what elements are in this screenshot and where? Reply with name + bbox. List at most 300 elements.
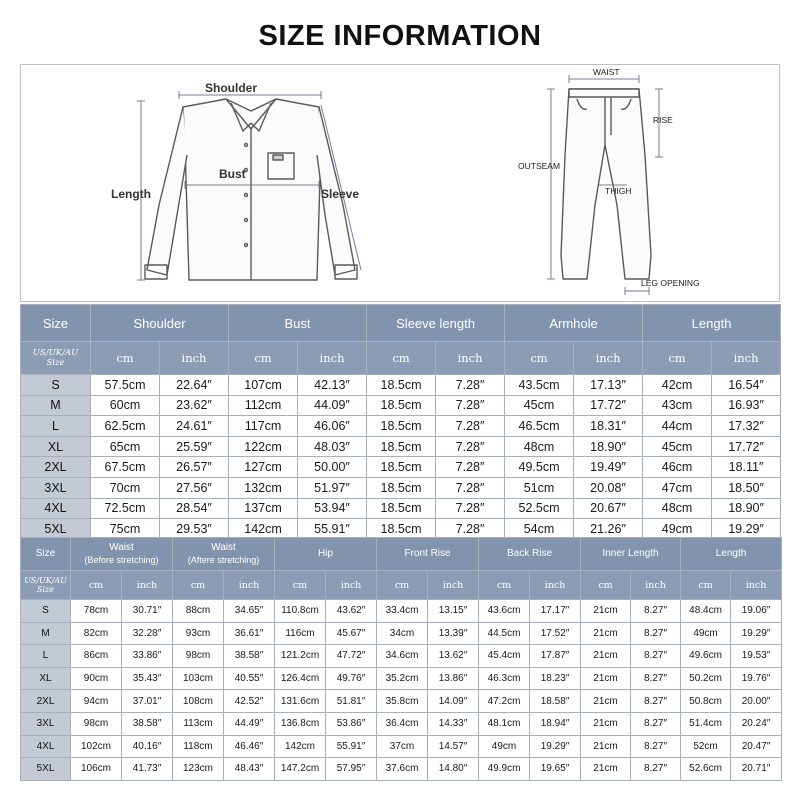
top-table-cell: 49cm bbox=[643, 519, 712, 540]
top-table-cell: 43.5cm bbox=[505, 375, 574, 396]
bottom-table-unit-inch: inch bbox=[428, 571, 479, 600]
top-table-cell: 42.13″ bbox=[298, 375, 367, 396]
bottom-table-group-header-line: Front Rise bbox=[404, 548, 451, 559]
bottom-table-cell: 49.76″ bbox=[326, 667, 377, 690]
top-table-cell: 132cm bbox=[229, 477, 298, 498]
bust-label: Bust bbox=[219, 167, 246, 181]
top-table-cell: 20.67″ bbox=[574, 498, 643, 519]
bottom-table-cell: 131.6cm bbox=[275, 690, 326, 713]
top-table-size-subheader-line: US/UK/AU bbox=[32, 348, 79, 358]
top-table-cell: 49.5cm bbox=[505, 457, 574, 478]
top-table-cell: 17.72″ bbox=[712, 436, 781, 457]
bottom-table-cell: 33.86″ bbox=[122, 645, 173, 668]
bottom-table-cell: 123cm bbox=[173, 758, 224, 781]
top-table-cell: 24.61″ bbox=[160, 416, 229, 437]
top-table-cell: 18.5cm bbox=[367, 395, 436, 416]
bottom-table-cell: 49cm bbox=[681, 622, 731, 645]
bottom-table-unit-cm: cm bbox=[173, 571, 224, 600]
bottom-table-cell: 19.29″ bbox=[530, 735, 581, 758]
top-table-row-size: XL bbox=[21, 436, 91, 457]
bottom-table-cell: 21cm bbox=[581, 645, 631, 668]
bottom-table-group-header-line: Back Rise bbox=[507, 548, 553, 559]
top-table-size-subheader-line: Size bbox=[46, 358, 65, 368]
bottom-table-cell: 14.09″ bbox=[428, 690, 479, 713]
top-table-group-header bbox=[91, 305, 229, 342]
top-table-cell: 7.28″ bbox=[436, 498, 505, 519]
top-table-unit-cm: cm bbox=[367, 342, 436, 375]
top-table-cell: 7.28″ bbox=[436, 375, 505, 396]
top-table-cell: 7.28″ bbox=[436, 519, 505, 540]
bottom-table-cell: 8.27″ bbox=[631, 600, 681, 623]
page-title: SIZE INFORMATION bbox=[258, 20, 542, 52]
bottom-table-cell: 86cm bbox=[71, 645, 122, 668]
bottom-size-table bbox=[20, 537, 782, 781]
top-table-cell: 18.5cm bbox=[367, 436, 436, 457]
top-table-row bbox=[21, 498, 781, 519]
top-table-group-header-line: Length bbox=[691, 315, 732, 331]
top-table-cell: 18.5cm bbox=[367, 498, 436, 519]
top-table-cell: 107cm bbox=[229, 375, 298, 396]
top-table-cell: 45cm bbox=[505, 395, 574, 416]
top-table-row bbox=[21, 457, 781, 478]
bottom-table-cell: 48.1cm bbox=[479, 712, 530, 735]
bottom-table-group-header bbox=[275, 538, 377, 571]
top-table-cell: 52.5cm bbox=[505, 498, 574, 519]
bottom-table-cell: 21cm bbox=[581, 690, 631, 713]
top-table-cell: 70cm bbox=[91, 477, 160, 498]
bottom-table-cell: 52.6cm bbox=[681, 758, 731, 781]
bottom-table-cell: 48.43″ bbox=[224, 758, 275, 781]
bottom-table-cell: 35.8cm bbox=[377, 690, 428, 713]
bottom-table-cell: 50.8cm bbox=[681, 690, 731, 713]
top-table-cell: 27.56″ bbox=[160, 477, 229, 498]
top-table-cell: 43cm bbox=[643, 395, 712, 416]
bottom-table-cell: 47.72″ bbox=[326, 645, 377, 668]
bottom-table-cell: 8.27″ bbox=[631, 667, 681, 690]
top-table-cell: 44cm bbox=[643, 416, 712, 437]
bottom-table-cell: 118cm bbox=[173, 735, 224, 758]
bottom-table-group-header-line: Length bbox=[715, 548, 747, 559]
top-table-cell: 18.90″ bbox=[574, 436, 643, 457]
top-table-unit-inch: inch bbox=[712, 342, 781, 375]
top-table-cell: 117cm bbox=[229, 416, 298, 437]
bottom-table-row-size: 4XL bbox=[21, 735, 71, 758]
pants-illustration bbox=[561, 89, 651, 279]
bottom-table-cell: 32.28″ bbox=[122, 622, 173, 645]
top-table-cell: 46.06″ bbox=[298, 416, 367, 437]
top-table-row-size: M bbox=[21, 395, 91, 416]
bottom-table-cell: 38.58″ bbox=[224, 645, 275, 668]
bottom-table-cell: 147.2cm bbox=[275, 758, 326, 781]
bottom-table-unit-cm: cm bbox=[479, 571, 530, 600]
bottom-table-row-size: XL bbox=[21, 667, 71, 690]
bottom-table-cell: 52cm bbox=[681, 735, 731, 758]
thigh-label: THIGH bbox=[605, 186, 632, 196]
bottom-table-size-subheader-line: Size bbox=[37, 585, 54, 594]
garment-diagrams-illustration bbox=[21, 65, 779, 301]
top-table-cell: 46cm bbox=[643, 457, 712, 478]
bottom-table-group-header-line: Inner Length bbox=[602, 548, 659, 559]
bottom-table-cell: 42.52″ bbox=[224, 690, 275, 713]
top-table-group-header-line: Shoulder bbox=[133, 315, 186, 331]
top-table-cell: 23.62″ bbox=[160, 395, 229, 416]
bottom-table-cell: 88cm bbox=[173, 600, 224, 623]
bottom-table-group-header bbox=[377, 538, 479, 571]
bottom-table-group-header bbox=[71, 538, 173, 571]
bottom-table-unit-inch: inch bbox=[326, 571, 377, 600]
bottom-table-unit-cm: cm bbox=[275, 571, 326, 600]
outseam-label: OUTSEAM bbox=[518, 161, 561, 171]
bottom-table-cell: 8.27″ bbox=[631, 645, 681, 668]
top-table-row bbox=[21, 477, 781, 498]
waist-label: WAIST bbox=[593, 67, 620, 77]
top-table-cell: 122cm bbox=[229, 436, 298, 457]
bottom-table-cell: 53.86″ bbox=[326, 712, 377, 735]
top-size-table bbox=[20, 304, 781, 540]
top-table-cell: 19.29″ bbox=[712, 519, 781, 540]
bottom-table-cell: 49.9cm bbox=[479, 758, 530, 781]
bottom-table-row bbox=[21, 600, 782, 623]
top-table-cell: 18.5cm bbox=[367, 477, 436, 498]
bottom-table-cell: 20.00″ bbox=[731, 690, 782, 713]
top-table-unit-cm: cm bbox=[643, 342, 712, 375]
top-table-cell: 22.64″ bbox=[160, 375, 229, 396]
top-table-row-size: 4XL bbox=[21, 498, 91, 519]
top-table-cell: 48cm bbox=[505, 436, 574, 457]
bottom-table-cell: 50.2cm bbox=[681, 667, 731, 690]
bottom-table-cell: 30.71″ bbox=[122, 600, 173, 623]
top-table-group-header bbox=[643, 305, 781, 342]
top-table-cell: 54cm bbox=[505, 519, 574, 540]
bottom-table-unit-inch: inch bbox=[122, 571, 173, 600]
top-table-cell: 47cm bbox=[643, 477, 712, 498]
bottom-table-cell: 43.6cm bbox=[479, 600, 530, 623]
top-table-cell: 65cm bbox=[91, 436, 160, 457]
top-table-group-header bbox=[505, 305, 643, 342]
bottom-table-cell: 18.94″ bbox=[530, 712, 581, 735]
bottom-table-cell: 8.27″ bbox=[631, 690, 681, 713]
bottom-table-cell: 46.46″ bbox=[224, 735, 275, 758]
bottom-table-cell: 44.49″ bbox=[224, 712, 275, 735]
top-table-cell: 48.03″ bbox=[298, 436, 367, 457]
bottom-table-group-header-line: (Before stretching) bbox=[84, 555, 159, 565]
bottom-table-row-size: L bbox=[21, 645, 71, 668]
top-table-cell: 18.90″ bbox=[712, 498, 781, 519]
bottom-table-row bbox=[21, 645, 782, 668]
top-table-unit-cm: cm bbox=[229, 342, 298, 375]
bottom-table-unit-cm: cm bbox=[581, 571, 631, 600]
bottom-table-row bbox=[21, 712, 782, 735]
top-table-cell: 60cm bbox=[91, 395, 160, 416]
top-table-cell: 7.28″ bbox=[436, 436, 505, 457]
bottom-table-cell: 34.65″ bbox=[224, 600, 275, 623]
top-table-unit-inch: inch bbox=[574, 342, 643, 375]
top-table-unit-header-row bbox=[21, 342, 781, 375]
top-table-cell: 7.28″ bbox=[436, 477, 505, 498]
bottom-table-group-header-line: Waist bbox=[211, 542, 236, 553]
bottom-table-cell: 17.17″ bbox=[530, 600, 581, 623]
top-table-cell: 46.5cm bbox=[505, 416, 574, 437]
top-table-size-subheader bbox=[21, 342, 91, 375]
bottom-table-group-header bbox=[479, 538, 581, 571]
bottom-table-unit-inch: inch bbox=[631, 571, 681, 600]
bottom-table-cell: 8.27″ bbox=[631, 758, 681, 781]
bottom-table-row-size: M bbox=[21, 622, 71, 645]
top-table-cell: 18.5cm bbox=[367, 416, 436, 437]
bottom-table-cell: 103cm bbox=[173, 667, 224, 690]
bottom-table-cell: 90cm bbox=[71, 667, 122, 690]
bottom-table-cell: 126.4cm bbox=[275, 667, 326, 690]
bottom-table-cell: 38.58″ bbox=[122, 712, 173, 735]
bottom-table-cell: 33.4cm bbox=[377, 600, 428, 623]
top-table-cell: 51.97″ bbox=[298, 477, 367, 498]
top-table-cell: 16.93″ bbox=[712, 395, 781, 416]
bottom-table-group-header bbox=[173, 538, 275, 571]
bottom-table-cell: 21cm bbox=[581, 758, 631, 781]
bottom-table-cell: 110.8cm bbox=[275, 600, 326, 623]
bottom-table-group-header-row bbox=[21, 538, 782, 571]
bottom-table-cell: 36.4cm bbox=[377, 712, 428, 735]
rise-label: RISE bbox=[653, 115, 673, 125]
top-table-cell: 67.5cm bbox=[91, 457, 160, 478]
bottom-table-group-header-line: Hip bbox=[318, 548, 334, 559]
bottom-table-row-size: S bbox=[21, 600, 71, 623]
bottom-table-cell: 113cm bbox=[173, 712, 224, 735]
top-table-row bbox=[21, 375, 781, 396]
bottom-table-row bbox=[21, 690, 782, 713]
top-table-cell: 18.5cm bbox=[367, 519, 436, 540]
bottom-table-size-header: Size bbox=[21, 538, 71, 571]
top-table-unit-cm: cm bbox=[91, 342, 160, 375]
top-table-cell: 45cm bbox=[643, 436, 712, 457]
top-table-unit-cm: cm bbox=[505, 342, 574, 375]
bottom-table-cell: 17.87″ bbox=[530, 645, 581, 668]
bottom-table-cell: 34.6cm bbox=[377, 645, 428, 668]
top-table-unit-inch: inch bbox=[436, 342, 505, 375]
top-table-cell: 21.26″ bbox=[574, 519, 643, 540]
top-table-cell: 17.13″ bbox=[574, 375, 643, 396]
top-table-cell: 18.5cm bbox=[367, 457, 436, 478]
top-table-cell: 29.53″ bbox=[160, 519, 229, 540]
top-table-cell: 72.5cm bbox=[91, 498, 160, 519]
shoulder-label: Shoulder bbox=[205, 81, 258, 95]
bottom-table-cell: 18.23″ bbox=[530, 667, 581, 690]
top-table-cell: 55.91″ bbox=[298, 519, 367, 540]
top-table-cell: 18.50″ bbox=[712, 477, 781, 498]
bottom-table-cell: 21cm bbox=[581, 622, 631, 645]
bottom-table-unit-cm: cm bbox=[71, 571, 122, 600]
bottom-table-cell: 35.2cm bbox=[377, 667, 428, 690]
bottom-table-cell: 17.52″ bbox=[530, 622, 581, 645]
bottom-table-row bbox=[21, 758, 782, 781]
top-table-cell: 17.72″ bbox=[574, 395, 643, 416]
bottom-table-cell: 45.4cm bbox=[479, 645, 530, 668]
bottom-table-cell: 78cm bbox=[71, 600, 122, 623]
top-table-cell: 16.54″ bbox=[712, 375, 781, 396]
bottom-table-cell: 47.2cm bbox=[479, 690, 530, 713]
bottom-table-cell: 37.01″ bbox=[122, 690, 173, 713]
top-table-cell: 7.28″ bbox=[436, 416, 505, 437]
top-table-cell: 7.28″ bbox=[436, 395, 505, 416]
top-table-cell: 26.57″ bbox=[160, 457, 229, 478]
bottom-table-cell: 13.86″ bbox=[428, 667, 479, 690]
top-table-cell: 18.31″ bbox=[574, 416, 643, 437]
top-table-row bbox=[21, 416, 781, 437]
bottom-table-cell: 20.47″ bbox=[731, 735, 782, 758]
top-table-row-size: 2XL bbox=[21, 457, 91, 478]
top-table-row-size: L bbox=[21, 416, 91, 437]
top-table-cell: 53.94″ bbox=[298, 498, 367, 519]
bottom-table-size-subheader-line: US/UK/AU bbox=[24, 576, 67, 585]
bottom-table-cell: 41.73″ bbox=[122, 758, 173, 781]
top-table-unit-inch: inch bbox=[160, 342, 229, 375]
bottom-table-group-header-line: Waist bbox=[109, 542, 134, 553]
top-table-cell: 25.59″ bbox=[160, 436, 229, 457]
bottom-table-unit-header-row bbox=[21, 571, 782, 600]
bottom-table-row bbox=[21, 622, 782, 645]
bottom-table-cell: 37cm bbox=[377, 735, 428, 758]
top-table-cell: 127cm bbox=[229, 457, 298, 478]
bottom-table-row-size: 2XL bbox=[21, 690, 71, 713]
bottom-table-row-size: 5XL bbox=[21, 758, 71, 781]
bottom-table-cell: 46.3cm bbox=[479, 667, 530, 690]
bottom-table-cell: 108cm bbox=[173, 690, 224, 713]
bottom-table-cell: 37.6cm bbox=[377, 758, 428, 781]
measurement-diagrams bbox=[20, 64, 780, 302]
bottom-table-cell: 19.06″ bbox=[731, 600, 782, 623]
top-table-cell: 57.5cm bbox=[91, 375, 160, 396]
bottom-table-cell: 82cm bbox=[71, 622, 122, 645]
top-table-cell: 137cm bbox=[229, 498, 298, 519]
bottom-table-cell: 55.91″ bbox=[326, 735, 377, 758]
top-table-group-header-line: Sleeve length bbox=[396, 315, 475, 331]
top-table-cell: 48cm bbox=[643, 498, 712, 519]
bottom-table-cell: 45.67″ bbox=[326, 622, 377, 645]
bottom-table-cell: 51.81″ bbox=[326, 690, 377, 713]
bottom-table-cell: 36.61″ bbox=[224, 622, 275, 645]
top-table-group-header-line: Bust bbox=[284, 315, 311, 331]
bottom-table-cell: 13.15″ bbox=[428, 600, 479, 623]
bottom-table-cell: 116cm bbox=[275, 622, 326, 645]
top-table-row-size: S bbox=[21, 375, 91, 396]
bottom-table-cell: 98cm bbox=[173, 645, 224, 668]
bottom-table-cell: 121.2cm bbox=[275, 645, 326, 668]
top-table-unit-inch: inch bbox=[298, 342, 367, 375]
top-table-group-header bbox=[229, 305, 367, 342]
bottom-table-cell: 19.76″ bbox=[731, 667, 782, 690]
bottom-table-group-header-line: (Aftere stretching) bbox=[187, 555, 260, 565]
top-table-group-header-row bbox=[21, 305, 781, 342]
bottom-table-cell: 98cm bbox=[71, 712, 122, 735]
top-table-cell: 18.5cm bbox=[367, 375, 436, 396]
top-table-cell: 44.09″ bbox=[298, 395, 367, 416]
bottom-table-cell: 93cm bbox=[173, 622, 224, 645]
top-table-cell: 142cm bbox=[229, 519, 298, 540]
bottom-table-cell: 57.95″ bbox=[326, 758, 377, 781]
bottom-table-unit-inch: inch bbox=[224, 571, 275, 600]
bottom-table-cell: 142cm bbox=[275, 735, 326, 758]
bottom-table-row bbox=[21, 735, 782, 758]
bottom-table-cell: 49cm bbox=[479, 735, 530, 758]
sleeve-label: Sleeve bbox=[321, 187, 360, 201]
bottom-table-unit-cm: cm bbox=[681, 571, 731, 600]
bottom-table-cell: 14.57″ bbox=[428, 735, 479, 758]
bottom-table-cell: 13.62″ bbox=[428, 645, 479, 668]
bottom-table-cell: 102cm bbox=[71, 735, 122, 758]
bottom-table-cell: 21cm bbox=[581, 600, 631, 623]
top-table-row bbox=[21, 395, 781, 416]
top-table-cell: 50.00″ bbox=[298, 457, 367, 478]
bottom-table-cell: 49.6cm bbox=[681, 645, 731, 668]
bottom-table-cell: 13.39″ bbox=[428, 622, 479, 645]
bottom-table-row-size: 3XL bbox=[21, 712, 71, 735]
top-table-cell: 112cm bbox=[229, 395, 298, 416]
bottom-table-cell: 48.4cm bbox=[681, 600, 731, 623]
top-table-cell: 7.28″ bbox=[436, 457, 505, 478]
bottom-table-cell: 21cm bbox=[581, 735, 631, 758]
leg-opening-label: LEG OPENING bbox=[641, 278, 700, 288]
bottom-table-cell: 8.27″ bbox=[631, 735, 681, 758]
bottom-table-cell: 8.27″ bbox=[631, 622, 681, 645]
bottom-table-cell: 136.8cm bbox=[275, 712, 326, 735]
bottom-table-cell: 14.80″ bbox=[428, 758, 479, 781]
bottom-table-row bbox=[21, 667, 782, 690]
top-table-row-size: 3XL bbox=[21, 477, 91, 498]
bottom-table-unit-inch: inch bbox=[731, 571, 782, 600]
top-table-group-header-line: Armhole bbox=[549, 315, 598, 331]
bottom-table-cell: 20.71″ bbox=[731, 758, 782, 781]
bottom-table-cell: 19.53″ bbox=[731, 645, 782, 668]
top-table-cell: 18.11″ bbox=[712, 457, 781, 478]
bottom-table-cell: 40.16″ bbox=[122, 735, 173, 758]
top-table-cell: 28.54″ bbox=[160, 498, 229, 519]
bottom-table-cell: 8.27″ bbox=[631, 712, 681, 735]
top-table-cell: 20.08″ bbox=[574, 477, 643, 498]
bottom-table-cell: 21cm bbox=[581, 667, 631, 690]
top-table-cell: 17.32″ bbox=[712, 416, 781, 437]
top-table-row bbox=[21, 436, 781, 457]
bottom-table-cell: 51.4cm bbox=[681, 712, 731, 735]
top-table-cell: 51cm bbox=[505, 477, 574, 498]
length-label: Length bbox=[111, 187, 151, 201]
top-table-size-header: Size bbox=[21, 305, 91, 342]
top-table-cell: 42cm bbox=[643, 375, 712, 396]
bottom-table-unit-cm: cm bbox=[377, 571, 428, 600]
bottom-table-cell: 106cm bbox=[71, 758, 122, 781]
bottom-table-group-header bbox=[581, 538, 681, 571]
bottom-table-cell: 19.29″ bbox=[731, 622, 782, 645]
bottom-table-cell: 94cm bbox=[71, 690, 122, 713]
top-table-cell: 62.5cm bbox=[91, 416, 160, 437]
bottom-table-cell: 18.58″ bbox=[530, 690, 581, 713]
bottom-table-cell: 35.43″ bbox=[122, 667, 173, 690]
bottom-table-group-header bbox=[681, 538, 782, 571]
bottom-table-unit-inch: inch bbox=[530, 571, 581, 600]
bottom-table-cell: 40.55″ bbox=[224, 667, 275, 690]
bottom-table-cell: 21cm bbox=[581, 712, 631, 735]
bottom-table-size-subheader bbox=[21, 571, 71, 600]
bottom-table-cell: 20.24″ bbox=[731, 712, 782, 735]
top-table-row-size: 5XL bbox=[21, 519, 91, 540]
top-table-group-header bbox=[367, 305, 505, 342]
bottom-table-cell: 19.65″ bbox=[530, 758, 581, 781]
top-table-cell: 19.49″ bbox=[574, 457, 643, 478]
bottom-table-cell: 44.5cm bbox=[479, 622, 530, 645]
top-table-cell: 75cm bbox=[91, 519, 160, 540]
bottom-table-cell: 34cm bbox=[377, 622, 428, 645]
bottom-table-cell: 43.62″ bbox=[326, 600, 377, 623]
bottom-table-cell: 14.33″ bbox=[428, 712, 479, 735]
